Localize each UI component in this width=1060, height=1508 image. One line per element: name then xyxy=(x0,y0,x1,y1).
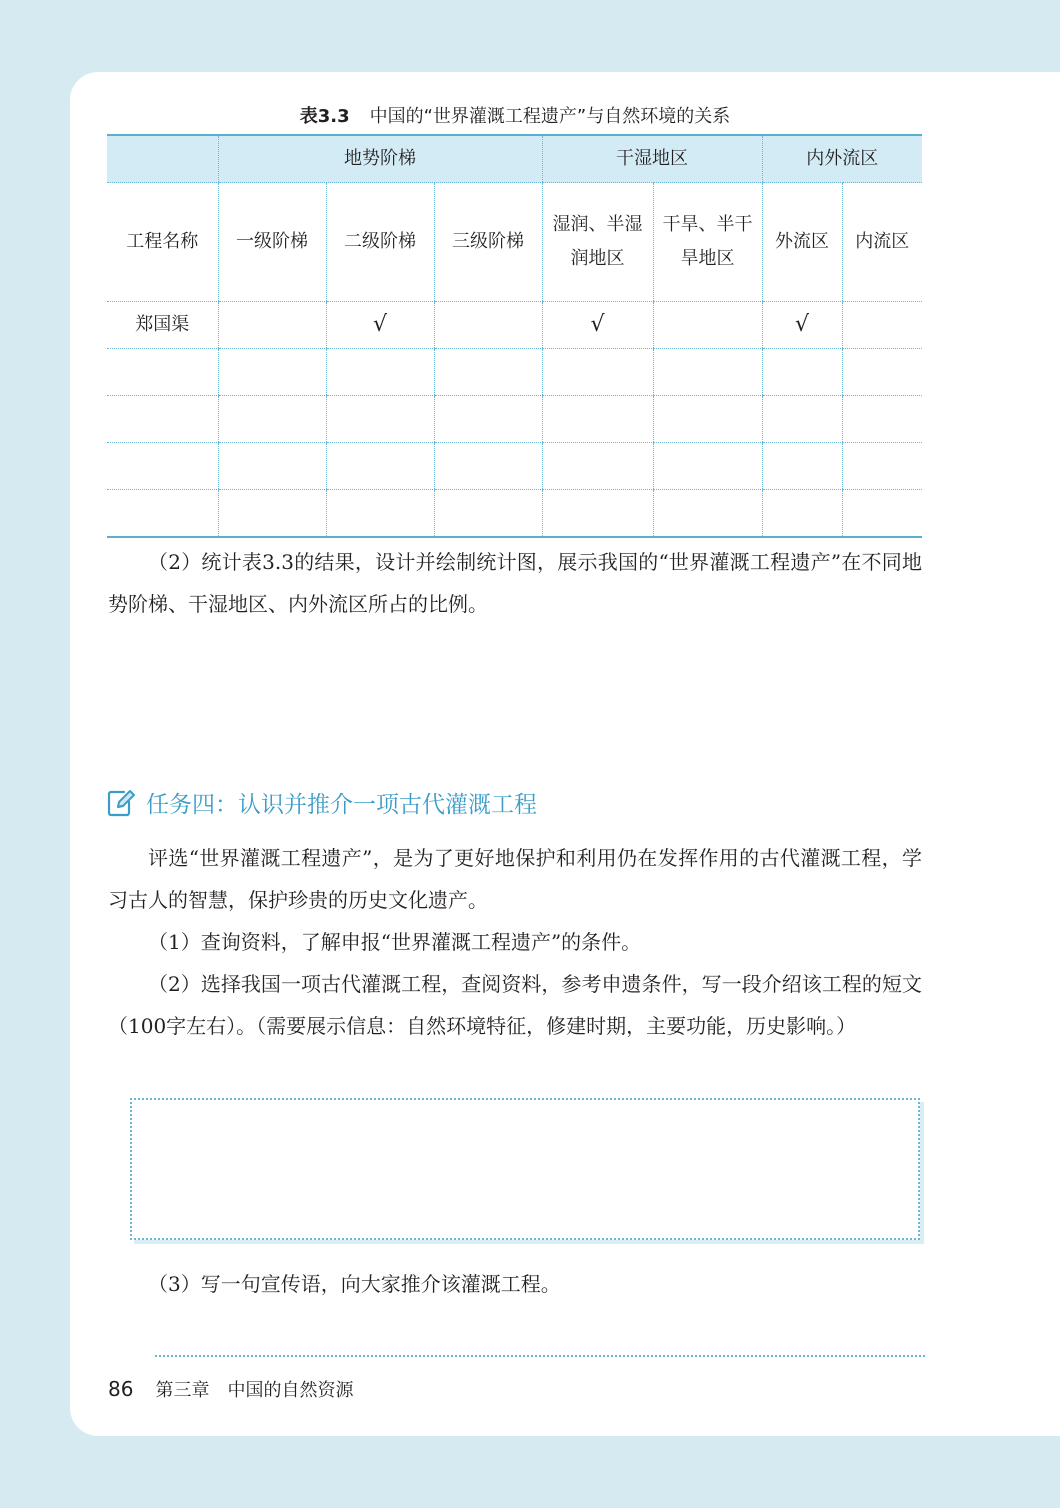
table-corner xyxy=(107,135,218,183)
page-number: 86 xyxy=(108,1377,134,1401)
table-cell[interactable] xyxy=(842,396,922,443)
table-cell[interactable] xyxy=(434,443,542,490)
table-cell xyxy=(434,302,542,349)
task-4-question-3: （3）写一句宣传语，向大家推介该灌溉工程。 xyxy=(148,1272,561,1296)
table-cell[interactable] xyxy=(762,349,842,396)
table-cell: √ xyxy=(762,302,842,349)
col-header-endorheic: 内流区 xyxy=(842,183,922,302)
group-header-moisture: 干湿地区 xyxy=(542,135,762,183)
table-cell[interactable] xyxy=(218,490,326,538)
table-cell[interactable] xyxy=(326,349,434,396)
footer-divider xyxy=(155,1355,925,1357)
heritage-table xyxy=(107,134,922,538)
table-cell[interactable] xyxy=(653,443,762,490)
table-cell: √ xyxy=(326,302,434,349)
table-cell[interactable] xyxy=(434,396,542,443)
question-2-text: （2）统计表3.3的结果，设计并绘制统计图，展示我国的“世界灌溉工程遗产”在不同地势阶梯、干湿地区、内外流区所占的比例。 xyxy=(108,550,922,616)
table-sub-header-row xyxy=(107,183,922,302)
table-cell[interactable] xyxy=(218,396,326,443)
row-name[interactable] xyxy=(107,349,218,396)
table-cell: √ xyxy=(542,302,653,349)
row-name: 郑国渠 xyxy=(107,302,218,349)
table-cell xyxy=(842,302,922,349)
answer-box[interactable] xyxy=(130,1098,920,1240)
table-cell[interactable] xyxy=(218,443,326,490)
table-cell xyxy=(218,302,326,349)
row-name[interactable] xyxy=(107,396,218,443)
table-cell[interactable] xyxy=(762,490,842,538)
pencil-note-icon xyxy=(106,788,136,818)
table-cell[interactable] xyxy=(542,490,653,538)
table-cell xyxy=(653,302,762,349)
table-row xyxy=(107,302,922,349)
task-4-question-1: （1）查询资料，了解申报“世界灌溉工程遗产”的条件。 xyxy=(148,930,642,954)
table-cell[interactable] xyxy=(434,490,542,538)
row-name[interactable] xyxy=(107,490,218,538)
table-caption-number: 表3.3 xyxy=(299,106,350,127)
table-cell[interactable] xyxy=(326,443,434,490)
table-cell[interactable] xyxy=(542,443,653,490)
col-header-arid: 干旱、半干旱地区 xyxy=(653,183,762,302)
table-row xyxy=(107,396,922,443)
col-header-humid: 湿润、半湿润地区 xyxy=(542,183,653,302)
table-row xyxy=(107,349,922,396)
task-4-heading xyxy=(106,786,537,819)
table-cell[interactable] xyxy=(326,396,434,443)
row-name[interactable] xyxy=(107,443,218,490)
table-cell[interactable] xyxy=(842,443,922,490)
col-header-third-step: 三级阶梯 xyxy=(434,183,542,302)
table-cell[interactable] xyxy=(326,490,434,538)
table-caption xyxy=(108,102,922,128)
col-header-first-step: 一级阶梯 xyxy=(218,183,326,302)
page-footer xyxy=(108,1376,353,1402)
table-cell[interactable] xyxy=(542,396,653,443)
table-cell[interactable] xyxy=(762,443,842,490)
table-group-header-row xyxy=(107,135,922,183)
table-row xyxy=(107,490,922,538)
task-4-question-2: （2）选择我国一项古代灌溉工程，查阅资料，参考申遗条件，写一段介绍该工程的短文（100字左右）。（需要展示信息：自然环境特征，修建时期，主要功能，历史影响。） xyxy=(108,972,922,1038)
table-cell[interactable] xyxy=(542,349,653,396)
col-header-second-step: 二级阶梯 xyxy=(326,183,434,302)
col-header-name: 工程名称 xyxy=(107,183,218,302)
task-4-title: 任务四：认识并推介一项古代灌溉工程 xyxy=(146,792,537,818)
table-row xyxy=(107,443,922,490)
table-cell[interactable] xyxy=(842,349,922,396)
chapter-title: 第三章 中国的自然资源 xyxy=(155,1380,354,1401)
table-cell[interactable] xyxy=(762,396,842,443)
table-cell[interactable] xyxy=(653,349,762,396)
table-cell[interactable] xyxy=(653,490,762,538)
table-caption-title: 中国的“世界灌溉工程遗产”与自然环境的关系 xyxy=(369,106,731,127)
table-cell[interactable] xyxy=(842,490,922,538)
group-header-drainage: 内外流区 xyxy=(762,135,922,183)
table-cell[interactable] xyxy=(434,349,542,396)
table-cell[interactable] xyxy=(218,349,326,396)
table-cell[interactable] xyxy=(653,396,762,443)
group-header-terrain: 地势阶梯 xyxy=(218,135,542,183)
task-4-intro: 评选“世界灌溉工程遗产”，是为了更好地保护和利用仍在发挥作用的古代灌溉工程，学习古人的智慧，保护珍贵的历史文化遗产。 xyxy=(108,846,922,912)
col-header-exorheic: 外流区 xyxy=(762,183,842,302)
